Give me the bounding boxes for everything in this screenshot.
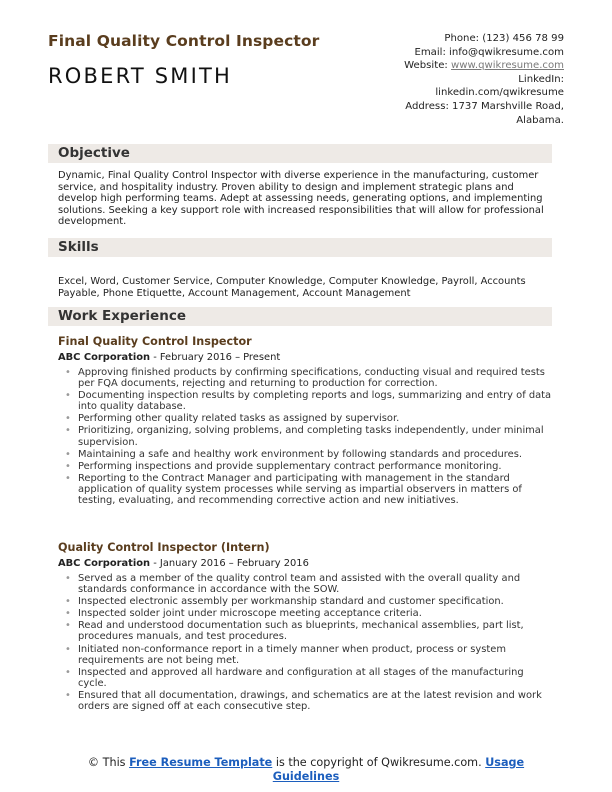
work-experience-heading: Work Experience xyxy=(58,308,186,324)
linkedin-value: linkedin.com/qwikresume xyxy=(435,87,564,99)
footer-middle: is the copyright of Qwikresume.com. xyxy=(272,756,486,769)
duty-item: • Maintaining a safe and healthy work environment by following standards and procedures. xyxy=(65,448,522,460)
job-dates: - February 2016 – Present xyxy=(150,352,281,363)
footer-prefix: © This xyxy=(87,756,130,769)
bullet-icon: • xyxy=(65,596,71,608)
duty-item: • Inspected solder joint under microscope meeting acceptance criteria. xyxy=(65,608,422,620)
copyright-footer xyxy=(60,756,552,784)
skills-heading: Skills xyxy=(58,239,99,255)
bullet-icon: • xyxy=(65,472,71,484)
work-experience-section-header xyxy=(48,307,552,326)
duty-item: • Prioritizing, organizing, solving problems, and completing tasks independently, under minimal supervision. xyxy=(65,425,544,448)
bullet-icon: • xyxy=(65,413,71,425)
duty-item: • Served as a member of the quality control team and assisted with the overall quality and standards conformance in accordance with the SOW. xyxy=(65,573,521,596)
bullet-icon: • xyxy=(65,367,71,378)
linkedin-label: LinkedIn: xyxy=(518,73,564,85)
job-company-dates xyxy=(58,352,552,363)
website-link[interactable]: www.qwikresume.com xyxy=(451,60,564,72)
free-resume-template-link[interactable]: Free Resume Template xyxy=(129,756,273,769)
job-title: Final Quality Control Inspector xyxy=(48,32,320,50)
phone: Phone: (123) 456 78 99 xyxy=(444,33,564,44)
bullet-icon: • xyxy=(65,620,71,632)
skills-text: Excel, Word, Customer Service, Computer Knowledge, Computer Knowledge, Payroll, Accounts Payable, Phone Etiquette, Account Management, Account Management xyxy=(58,276,526,299)
job-role: Final Quality Control Inspector xyxy=(58,335,252,348)
job-dates: - January 2016 – February 2016 xyxy=(150,558,309,569)
address-line-2: Alabama. xyxy=(516,114,564,126)
job-entry xyxy=(58,541,552,713)
bullet-icon: • xyxy=(65,666,71,678)
bullet-icon: • xyxy=(65,643,71,655)
bullet-icon: • xyxy=(65,573,71,584)
duty-item: • Documenting inspection results by completing reports and logs, summarizing and entry of data into quality database. xyxy=(65,390,552,413)
bullet-icon: • xyxy=(65,608,71,620)
duty-item: • Inspected electronic assembly per workmanship standard and customer specification. xyxy=(65,596,504,608)
job-company-dates xyxy=(58,558,552,569)
duty-list xyxy=(58,573,552,712)
job-entry xyxy=(58,335,552,507)
duty-item: • Inspected and approved all hardware and configuration at all stages of the manufacturing cycle. xyxy=(65,666,524,689)
address-line-1: Address: 1737 Marshville Road, xyxy=(405,100,564,112)
duty-item: • Ensured that all documentation, drawings, and schematics are at the latest revision and work orders are signed off at each consecutive step. xyxy=(65,689,542,713)
usage-guidelines-link[interactable]: Usage Guidelines xyxy=(272,756,525,783)
contact-block xyxy=(364,32,564,127)
duty-list xyxy=(58,367,552,506)
bullet-icon: • xyxy=(65,460,71,472)
duty-item: • Performing inspections and provide supplementary contract performance monitoring. xyxy=(65,460,502,472)
duty-item: • Approving finished products by confirming specifications, conducting visual and required tests per FQA documents, rejecting and returning to production for correction. xyxy=(65,367,545,390)
website-label: Website: xyxy=(404,60,452,72)
company-name: ABC Corporation xyxy=(58,558,151,569)
objective-heading: Objective xyxy=(58,145,130,161)
job-role: Quality Control Inspector (Intern) xyxy=(58,541,270,554)
website xyxy=(364,59,564,73)
bullet-icon: • xyxy=(65,425,71,437)
duty-item: • Performing other quality related tasks as assigned by supervisor. xyxy=(65,413,400,425)
duty-item: • Initiated non-conformance report in a timely manner when product, process or system requirements are not being met. xyxy=(65,643,506,666)
objective-text: Dynamic, Final Quality Control Inspector with diverse experience in the manufacturing, customer service, and hospitality industry. Proven ability to design and implement strategic plans and develop high performing teams. Adept at assessing needs, generating options, and implementing solutions. Seeking a key support role with increased responsibilities that will allow for professional development. xyxy=(58,170,544,227)
skills-section-header xyxy=(48,238,552,257)
duty-item: • Read and understood documentation such as blueprints, mechanical assemblies, part list, procedures manuals, and test procedures. xyxy=(65,620,524,643)
bullet-icon: • xyxy=(65,689,71,701)
email: Email: info@qwikresume.com xyxy=(414,46,564,58)
company-name: ABC Corporation xyxy=(58,352,151,363)
resume-header xyxy=(48,32,564,132)
candidate-name: ROBERT SMITH xyxy=(48,64,233,88)
objective-section-header xyxy=(48,144,552,163)
bullet-icon: • xyxy=(65,390,71,402)
duty-item: • Reporting to the Contract Manager and participating with management in the standard application of quality system processes while serving as impartial observers in matters of testing, evaluating, and recommending corrective action and new initiatives. xyxy=(65,472,522,507)
bullet-icon: • xyxy=(65,448,71,460)
